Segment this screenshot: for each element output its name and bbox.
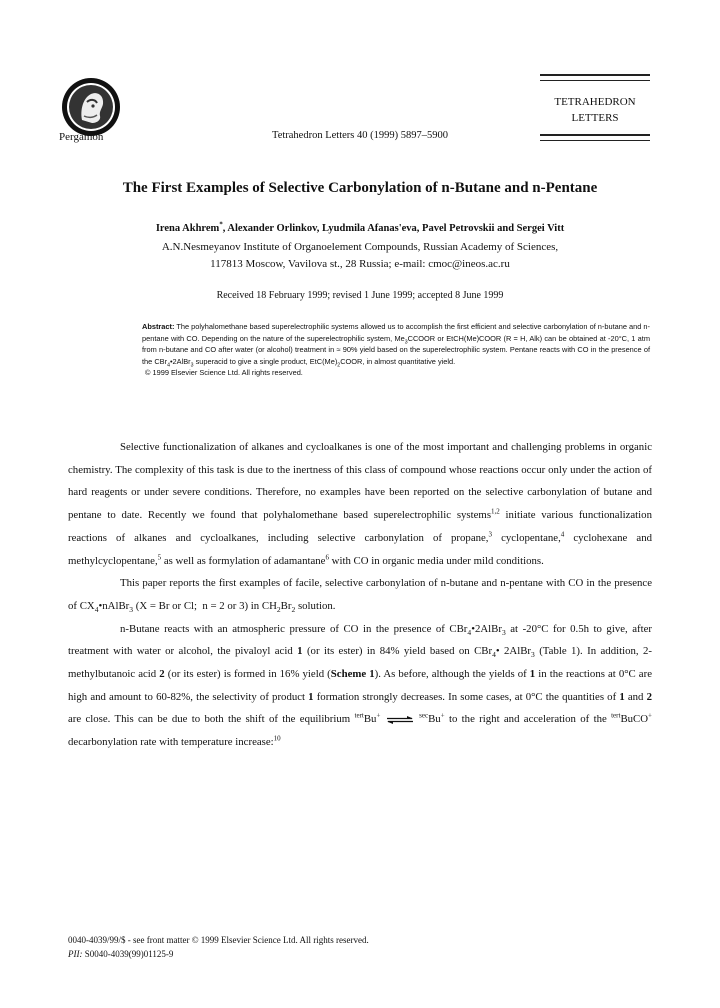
paper-title: The First Examples of Selective Carbonylation of n-Butane and n-Pentane [122,180,598,196]
publisher-name: Pergamon [59,131,104,143]
issn-line: 0040-4039/99/$ - see front matter © 1999 Elsevier Science Ltd. All rights reserved. [68,935,369,945]
journal-masthead [540,74,650,141]
paragraph-butane: n-Butane reacts with an atmospheric pressure of CO in the presence of CBr$_4$•2AlBr$_3$ at -20°C for 0.5h to give, after treatment with water or alcohol, the pivaloyl acid 1 (or its ester) in 84% yield based on CBr$_4$• 2AlBr$_3$ (Table 1). In addition, 2-methylbutanoic acid 2 (or its ester) is formed in 16% yield (Scheme 1). As before, although the yields of 1 in the reactions at 0°C are high and amount to 60-82%, the selectivity of product 1 formation strongly decreases. In some cases, at 0°C the quantities of 1 and 2 are close. This can be due to both the shift of the equilibrium $^{tert}$Bu+ $^{sec}$Bu+ to the right and acceleration of the $^{tert}$BuCO+ decarbonylation rate with temperature increase:$^{10}$ [68,622,653,749]
pii-label: PII: [68,949,83,959]
co-authors: , Alexander Orlinkov, Lyudmila Afanas'eva, Pavel Petrovskii and Sergei Vitt [222,223,565,234]
journal-name-line2: LETTERS [571,112,619,124]
abstract [142,321,650,379]
abstract-label: Abstract: [142,322,175,331]
author-list [0,223,720,234]
received-dates: Received 18 February 1999; revised 1 June 1999; accepted 8 June 1999 [216,290,504,301]
paragraph-scope: This paper reports the first examples of facile, selective carbonylation of n-butane and n-pentane with CO in the presence of $CX_4•nAlBr_3$ (X = Br or Cl; n = 2 or 3) in $CH_2Br_2$ solution. [68,577,652,615]
paragraph-intro: Selective functionalization of alkanes and cycloalkanes is one of the most important and challenging problems in organic chemistry. The complexity of this task is due to the inertness of this class of compound whose reactions occur only under the action of hard reagents or under severe conditions. Therefore, no examples have been reported on the selective carbonylation of butane and pentane to date. Recently we found that polyhalomethane based superelectrophilic systems$^{1,2}$ initiate various functionalization reactions of alkanes and cycloalkanes, including selective carbonylation of propane,$^3$ cyclopentane,$^4$ cyclohexane and methylcyclopentane,$^5$ as well as formylation of adamantane$^6$ with CO in organic media under mild conditions. [68,441,652,567]
abstract-copyright: © 1999 Elsevier Science Ltd. All rights reserved. [145,368,303,377]
corresponding-author: Irena Akhrem [155,223,220,234]
equilibrium-arrows [385,715,415,725]
abstract-text: Abstract: The polyhalomethane based superelectrophilic systems allowed us to accomplish the first efficient and selective carbonylation of n-butane and n-pentane with CO. Depending on the nature of the superelectrophilic system, $Me_3CCOOR$ or EtCH(Me)COOR (R = H, Alk) can be obtained at -20°C, 1 atm from n-butane and CO after water (or alcohol) treatment in ≈ 90% yield based on the superelectrophilic system. Pentane reacts with CO in the presence of the CBr$_4$•2AlBr$_3$ superacid to give a single product, $EtC(Me)_2COOR$, in almost quantitative yield. [142,322,651,368]
footer [68,933,369,961]
journal-citation: Tetrahedron Letters 40 (1999) 5897–5900 [272,130,448,141]
masthead-rule-bottom [540,134,650,141]
affiliation-line1: A.N.Nesmeyanov Institute of Organoelement Compounds, Russian Academy of Sciences, [161,241,559,253]
main-text [68,436,652,754]
masthead-rule-top [540,74,650,81]
pii-line [68,947,369,961]
pergamon-logo [60,76,122,138]
journal-name [540,94,650,126]
journal-name-line1: TETRAHEDRON [554,96,636,108]
affiliation-line2: 117813 Moscow, Vavilova st., 28 Russia; e-mail: cmoc@ineos.ac.ru [210,258,510,270]
corresponding-mark: * [219,221,223,229]
pii-value: S0040-4039(99)01125-9 [82,949,174,959]
